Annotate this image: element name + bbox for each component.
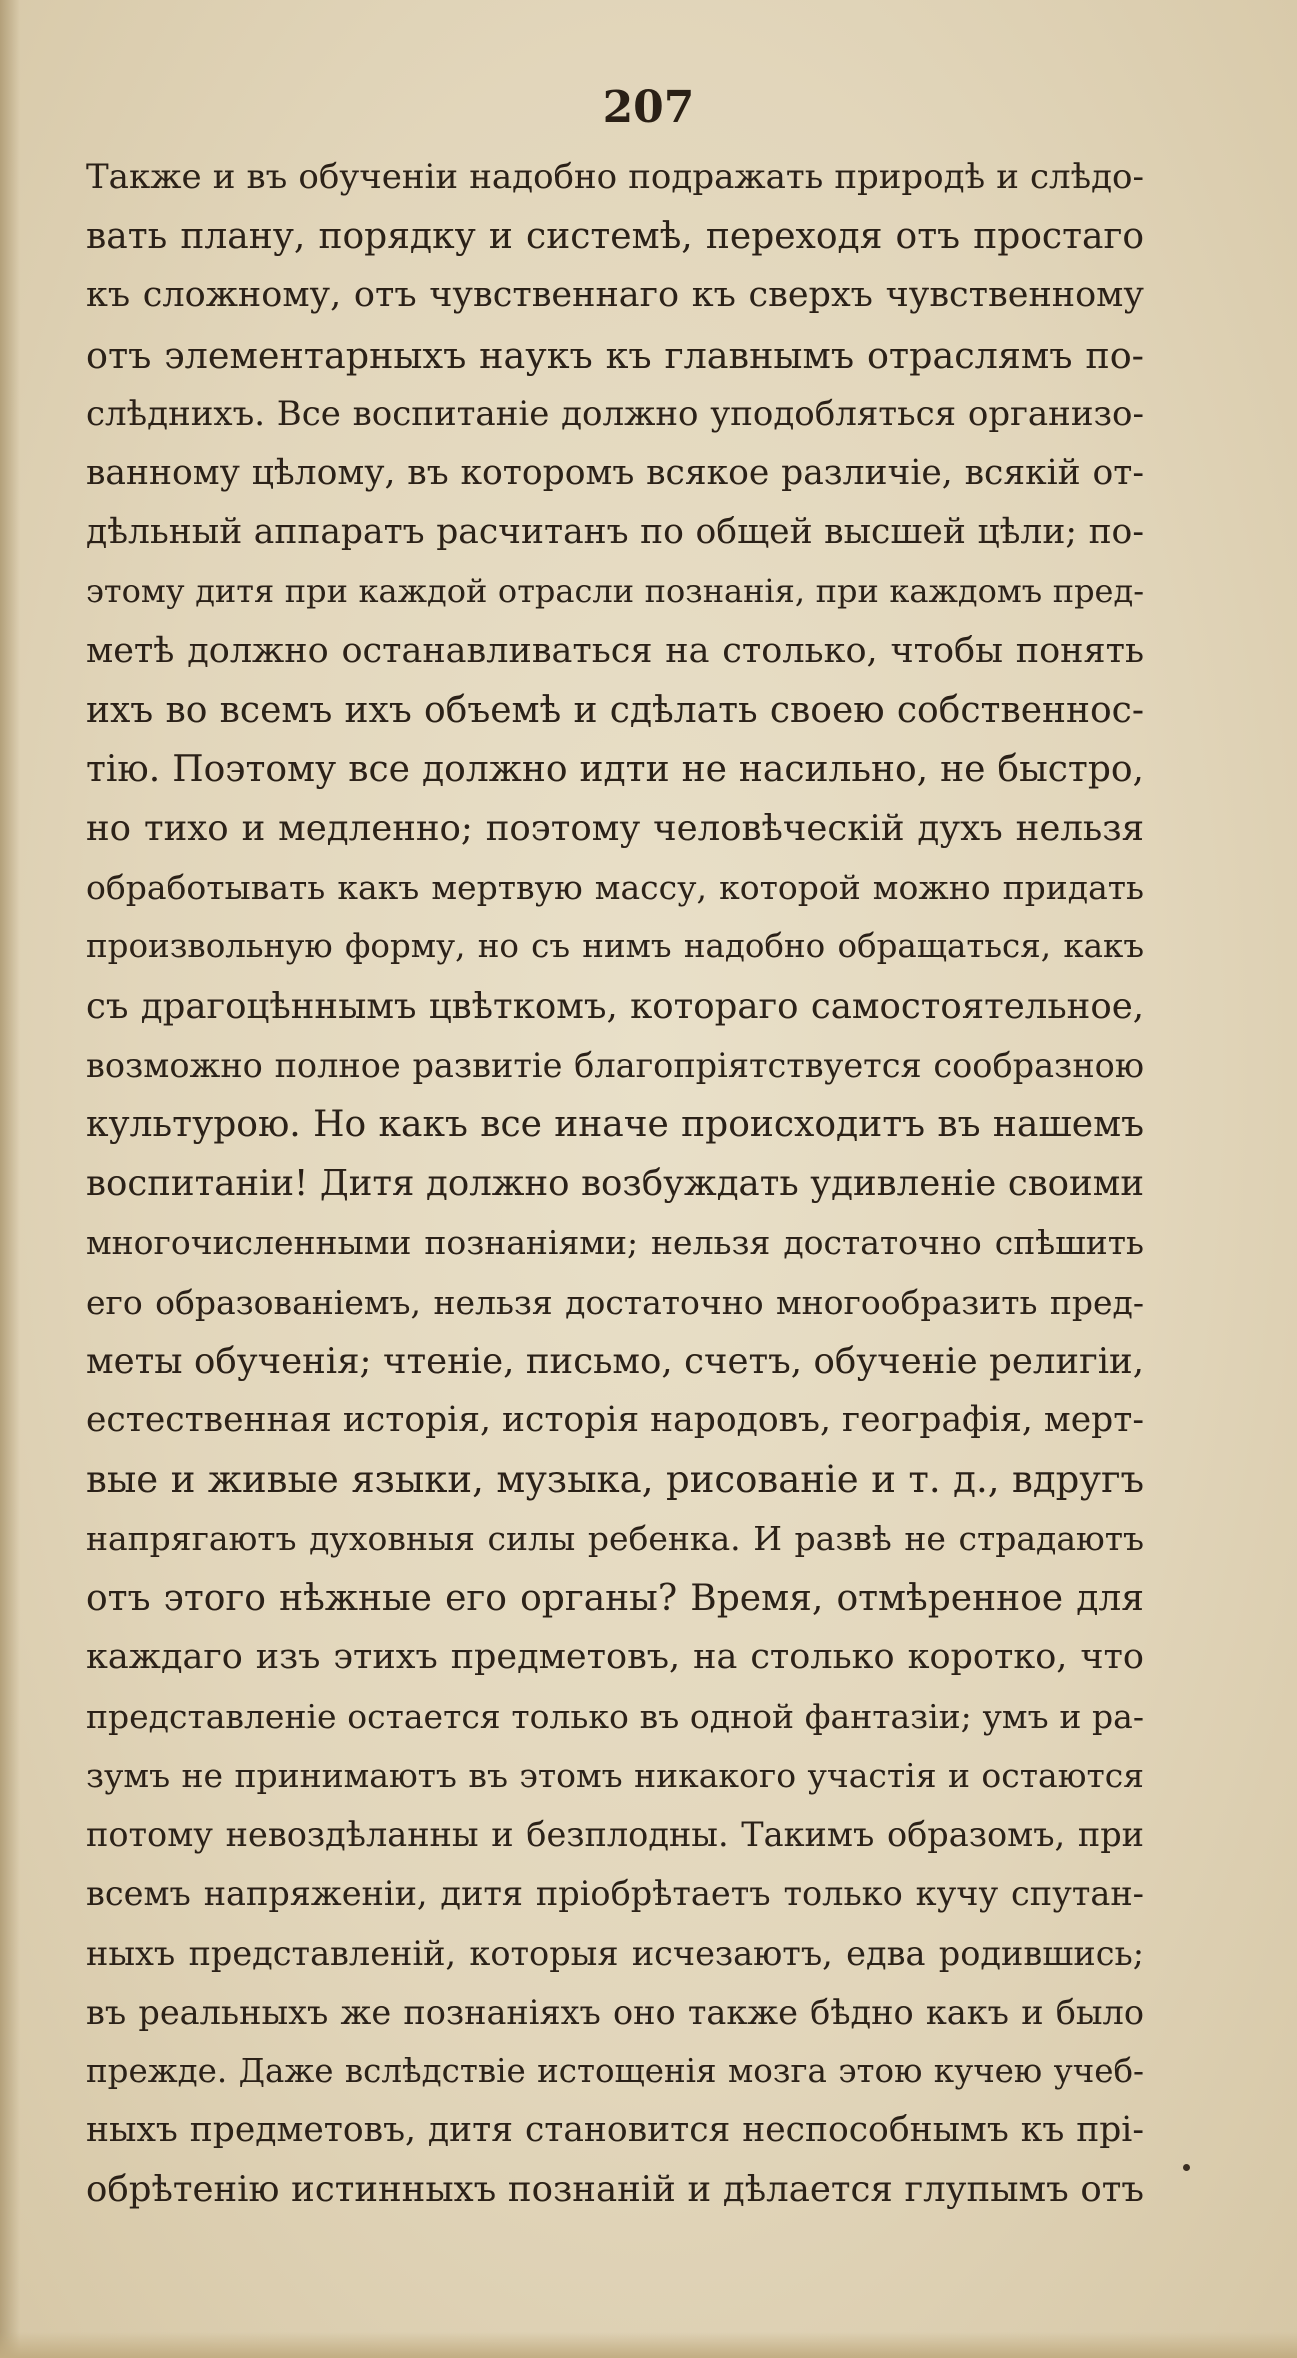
text-line: произвольную форму, но съ нимъ надобно обращаться, какъ bbox=[86, 927, 1144, 966]
text-line: зумъ не принимаютъ въ этомъ никакого участія и остаются bbox=[86, 1756, 1144, 1796]
text-line: вать плану, порядку и системѣ, переходя отъ простаго bbox=[86, 216, 1144, 258]
text-line: многочисленными познаніями; нельзя достаточно спѣшить bbox=[86, 1223, 1144, 1263]
text-line: возможно полное развитіе благопріятствуется сообразною bbox=[86, 1045, 1144, 1085]
text-line: прежде. Даже вслѣдствіе истощенія мозга этою кучею учеб- bbox=[86, 2052, 1144, 2090]
text-line: съ драгоцѣннымъ цвѣткомъ, котораго самостоятельное, bbox=[86, 985, 1144, 1027]
text-line: вые и живые языки, музыка, рисованіе и т. д., вдругъ bbox=[86, 1458, 1144, 1502]
page-number: 207 bbox=[602, 82, 695, 133]
text-line: всемъ напряженіи, дитя пріобрѣтаетъ только кучу спутан- bbox=[86, 1874, 1144, 1914]
text-line: ванному цѣлому, въ которомъ всякое различіе, всякій от- bbox=[86, 452, 1144, 493]
text-line: ныхъ предметовъ, дитя становится неспособнымъ къ прі- bbox=[86, 2110, 1144, 2151]
text-line: воспитаніи! Дитя должно возбуждать удивленіе своими bbox=[86, 1163, 1144, 1205]
text-line: метѣ должно останавливаться на столько, чтобы понять bbox=[86, 630, 1144, 671]
text-line: напрягаютъ духовныя силы ребенка. И развѣ не страдаютъ bbox=[86, 1519, 1144, 1559]
body-text bbox=[86, 148, 1144, 2220]
text-line: потому невоздѣланны и безплодны. Такимъ образомъ, при bbox=[86, 1815, 1144, 1855]
text-line: меты обученія; чтеніе, письмо, счетъ, обученіе религіи, bbox=[86, 1340, 1144, 1382]
text-line: обработывать какъ мертвую массу, которой можно придать bbox=[86, 868, 1144, 908]
text-line: отъ этого нѣжные его органы? Время, отмѣренное для bbox=[86, 1577, 1144, 1619]
text-line: въ реальныхъ же познаніяхъ оно также бѣдно какъ и было bbox=[86, 1992, 1144, 2032]
text-line: естественная исторія, исторія народовъ, географія, мерт- bbox=[86, 1399, 1144, 1440]
text-line: тію. Поэтому все должно идти не насильно, не быстро, bbox=[86, 748, 1144, 790]
page-edge-shadow bbox=[0, 0, 20, 2358]
text-line: Также и въ обученіи надобно подражать природѣ и слѣдо- bbox=[86, 157, 1144, 197]
text-line: къ сложному, отъ чувственнаго къ сверхъ чувственному bbox=[86, 275, 1144, 316]
ink-speck bbox=[1183, 2164, 1190, 2171]
text-line: обрѣтенію истинныхъ познаній и дѣлается глупымъ отъ bbox=[86, 2169, 1144, 2211]
text-line: но тихо и медленно; поэтому человѣческій духъ нельзя bbox=[86, 808, 1144, 850]
text-line: культурою. Но какъ все иначе происходитъ въ нашемъ bbox=[86, 1104, 1144, 1145]
text-line: его образованіемъ, нельзя достаточно многообразить пред- bbox=[86, 1282, 1144, 1322]
text-line: слѣднихъ. Все воспитаніе должно уподобляться организо- bbox=[86, 393, 1144, 434]
text-line: этому дитя при каждой отрасли познанія, при каждомъ пред- bbox=[86, 572, 1144, 611]
text-line: представленіе остается только въ одной фантазіи; умъ и ра- bbox=[86, 1696, 1144, 1736]
page-bottom-shadow bbox=[0, 2332, 1297, 2358]
text-line: дѣльный аппаратъ расчитанъ по общей высшей цѣли; по- bbox=[86, 512, 1144, 553]
text-line: отъ элементарныхъ наукъ къ главнымъ отраслямъ по- bbox=[86, 333, 1144, 377]
text-line: ныхъ представленій, которыя исчезаютъ, едва родившись; bbox=[86, 1933, 1144, 1973]
text-line: ихъ во всемъ ихъ объемѣ и сдѣлать своею собственнос- bbox=[86, 689, 1144, 731]
text-line: каждаго изъ этихъ предметовъ, на столько коротко, что bbox=[86, 1636, 1144, 1677]
